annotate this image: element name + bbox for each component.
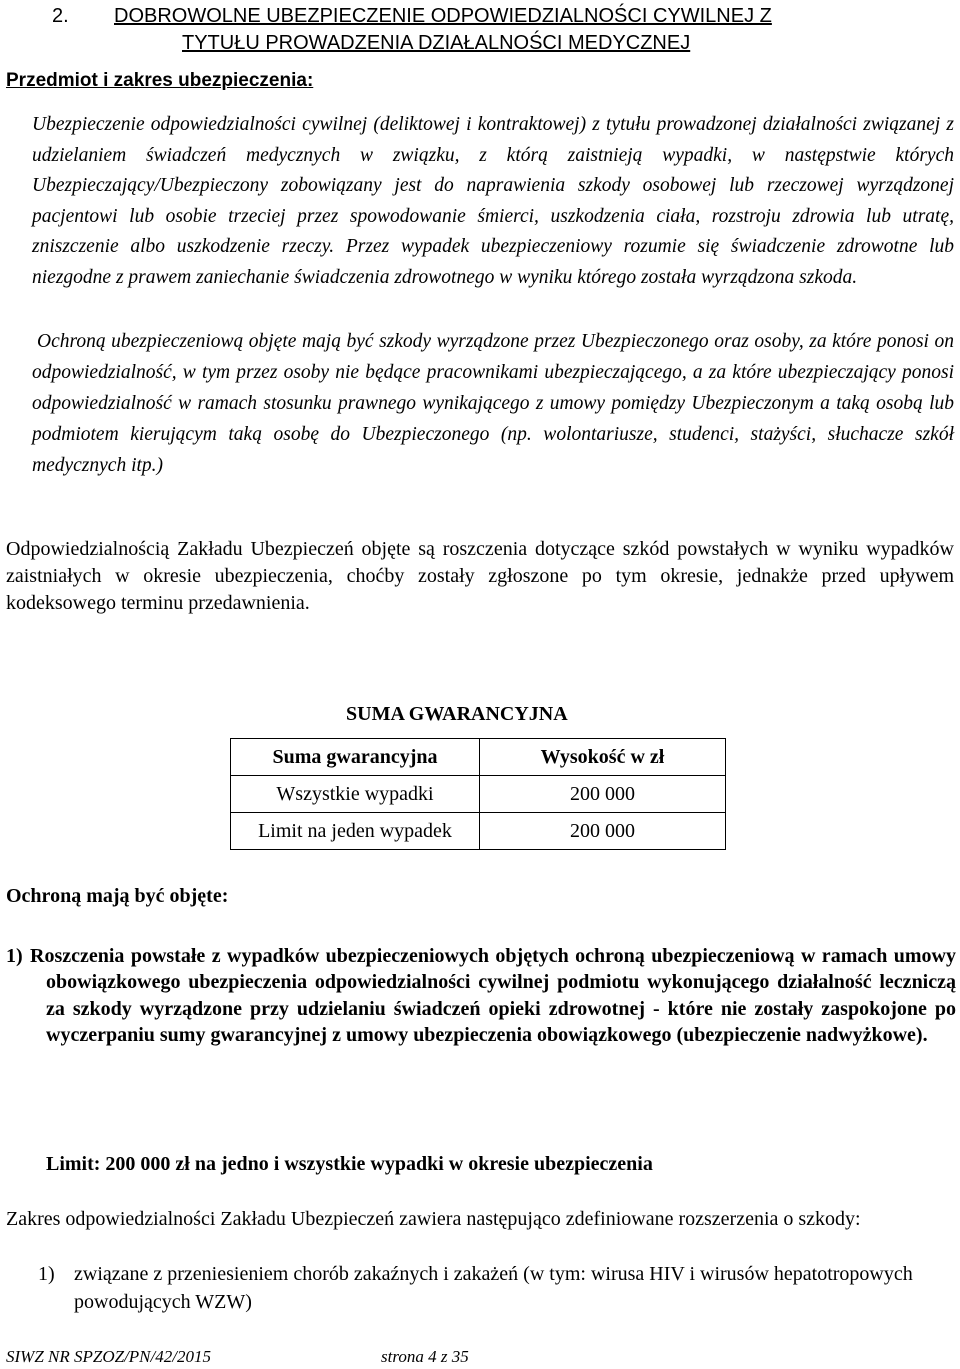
list-item-number: 1) [38,1263,55,1285]
limit-line: Limit: 200 000 zł na jedno i wszystkie wypadki w okresie ubezpieczenia [46,1153,653,1175]
list-item-text [30,943,956,1048]
scope-paragraph: Ubezpieczenie odpowiedzialności cywilnej (deliktowej i kontraktowej) z tytułu prowadzonej działalności związanej z udzielaniem świadczeń medycznych w związku, z którą zaistnieją wypadki, w następstwie których Ubezpieczający/Ubezpieczony zobowiązany jest do naprawienia szkody osobowej lub rzeczowej wyrządzonej pacjentowi lub osobie trzeciej przez spowodowanie śmierci, uszkodzenia ciała, rozstroju zdrowia lub utratę, zniszczenie albo uszkodzenie rzeczy. Przez wypadek ubezpieczeniowy rozumie się świadczenie zdrowotne lub niezgodne z prawem zaniechanie świadczenia zdrowotnego w wyniku którego została wyrządzona szkoda. [32,114,954,288]
section-title-line-1: DOBROWOLNE UBEZPIECZENIE ODPOWIEDZIALNOŚCI CYWILNEJ Z [114,5,772,27]
extension-list-item [38,1260,938,1316]
table-header-cell: Wysokość w zł [480,739,726,776]
list-item-text: związane z przeniesieniem chorób zakaźnych i zakażeń (w tym: wirusa HIV i wirusów hepatotropowych powodujących WZW) [74,1263,913,1313]
table-cell: Limit na jeden wypadek [231,813,480,850]
page-footer [6,1347,469,1367]
subject-heading: Przedmiot i zakres ubezpieczenia: [6,70,314,91]
section-title-line-2: TYTUŁU PROWADZENIA DZIAŁALNOŚCI MEDYCZNEJ [182,32,691,54]
extension-paragraph: Zakres odpowiedzialności Zakładu Ubezpieczeń zawiera następująco zdefiniowane rozszerzenia o szkody: [6,1208,861,1230]
document-reference: SIWZ NR SPZOZ/PN/42/2015 [6,1347,211,1366]
responsibility-paragraph: Odpowiedzialnością Zakładu Ubezpieczeń objęte są roszczenia dotyczące szkód powstałych w wyniku wypadków zaistniałych w okresie ubezpieczenia, choćby zostały zgłoszone po tym okresie, jednakże przed upływem kodeksowego terminu przedawnienia. [6,538,954,614]
coverage-persons-paragraph: Ochroną ubezpieczeniową objęte mają być szkody wyrządzone przez Ubezpieczonego oraz osoby, za które ponosi on odpowiedzialność, w tym przez osoby nie będące pracownikami ubezpieczającego, a za które ubezpieczający ponosi odpowiedzialność w ramach stosunku prawnego wynikającego z umowy pomiędzy Ubezpieczonym a taką osobą lub podmiotem kierującym taką osobę do Ubezpieczonego (np. wolontariusze, studenci, stażyści, słuchacze szkół medycznych itp.) [32,331,954,476]
table-cell: Wszystkie wypadki [231,776,480,813]
page-number: strona 4 z 35 [381,1347,469,1366]
sum-table [230,738,726,850]
list-item-text-content: Roszczenia powstałe z wypadków ubezpieczeniowych objętych ochroną ubezpieczeniową w ramach umowy obowiązkowego ubezpieczenia odpowiedzialności cywilnej podmiotu wykonującego działalność leczniczą za szkody wyrządzone przy udzielaniu świadczeń opieki zdrowotnej - które nie zostały zaspokojone po wyczerpaniu sumy gwarancyjnej z umowy ubezpieczenia obowiązkowego (ubezpieczenie nadwyżkowe). [30,945,956,1046]
covered-heading: Ochroną mają być objęte: [6,885,229,907]
table-row [231,776,726,813]
table-row [231,813,726,850]
list-item-number: 1) [6,945,23,967]
table-cell: 200 000 [480,776,726,813]
covered-list-item [6,943,956,1048]
table-header-cell: Suma gwarancyjna [231,739,480,776]
table-header-row [231,739,726,776]
section-number: 2. [52,5,69,27]
sum-table-title: SUMA GWARANCYJNA [346,703,568,725]
table-cell: 200 000 [480,813,726,850]
